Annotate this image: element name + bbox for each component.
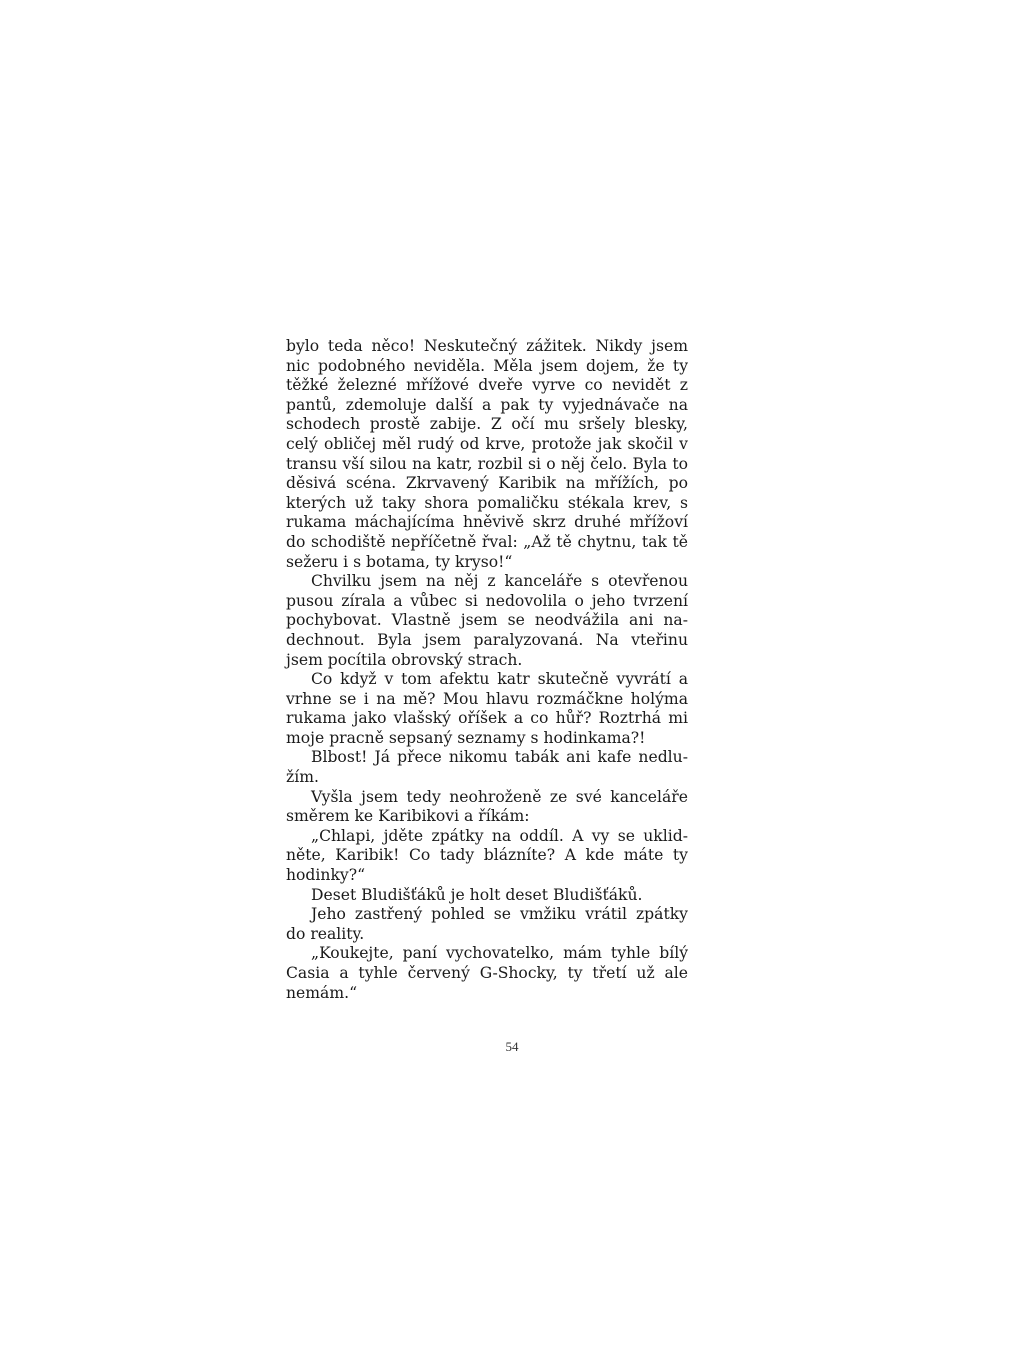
- body-text: [286, 337, 688, 1003]
- paragraph-1: bylo teda něco! Neskutečný zážitek. Nikdy jsem nic podobného neviděla. Měla jsem dojem, že ty těžké železné mřížové dveře vyrve co nevidět z pantů, zdemoluje další a pak ty vyjednávače na schodech prostě zabije. Z očí mu sršely blesky, celý obličej měl rudý od krve, protože jak skočil v transu vší silou na katr, rozbil si o něj čelo. Byla to děsivá scéna. Zkrvavený Karibik na mřížích, po kterých už taky shora pomaličku stékala krev, s rukama máchajícíma hněvivě skrz druhé mřížoví do schodiště nepříčetně řval: „Až tě chytnu, tak tě sežeru i s botama, ty kryso!“: [286, 337, 688, 571]
- paragraph-3: Co když v tom afektu katr skutečně vyvrátí a vrhne se i na mě? Mou hlavu rozmáčkne holýma rukama jako vlašský oříšek a co hůř? Roztrhá mi moje pracně sepsaný seznamy s hodinkama?!: [286, 670, 688, 747]
- paragraph-7: Deset Bludišťáků je holt deset Bludišťáků.: [311, 885, 643, 904]
- page-number: 54: [505, 1039, 519, 1054]
- paragraph-8: Jeho zastřený pohled se vmžiku vrátil zpátky do reality.: [286, 905, 688, 943]
- paragraph-4: Blbost! Já přece nikomu tabák ani kafe nedlužím.: [286, 748, 688, 787]
- paragraph-2: Chvilku jsem na něj z kanceláře s otevřenou pusou zírala a vůbec si nedovolila o jeho tvrzení pochybovat. Vlastně jsem se neodvážila ani nadechnout. Byla jsem paralyzovaná. Na vteřinu jsem pocítila obrovský strach.: [286, 572, 688, 669]
- paragraph-9: „Koukejte, paní vychovatelko, mám tyhle bílý Casia a tyhle červený G-Shocky, ty třetí už ale nemám.“: [286, 944, 688, 1002]
- paragraph-6: „Chlapi, jděte zpátky na oddíl. A vy se uklidněte, Karibik! Co tady blázníte? A kde máte ty hodinky?“: [286, 826, 688, 885]
- paragraph-5: Vyšla jsem tedy neohroženě ze své kanceláře směrem ke Karibikovi a říkám:: [286, 787, 688, 826]
